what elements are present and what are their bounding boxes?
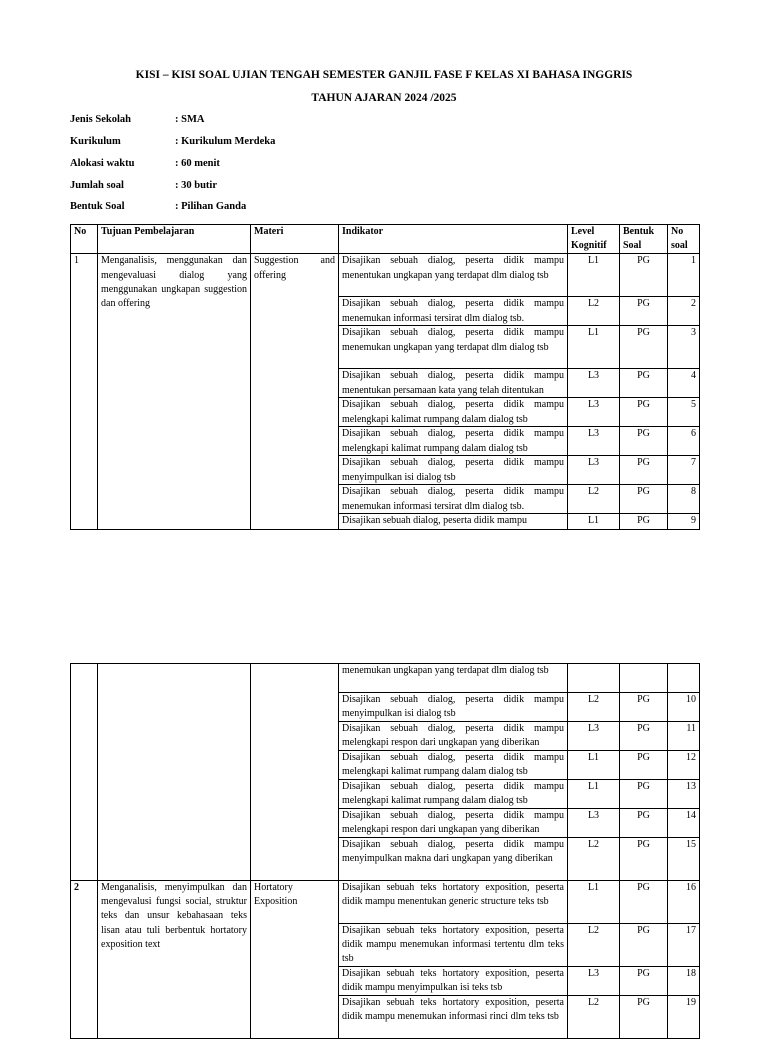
cell-bentuk: PG: [620, 456, 668, 485]
cell-level: L3: [568, 398, 620, 427]
cell-level: L2: [568, 693, 620, 722]
cell-nosoal: 9: [668, 514, 700, 529]
cell-nosoal: 8: [668, 485, 700, 514]
cell-bentuk: [620, 664, 668, 693]
cell-nosoal: 6: [668, 427, 700, 456]
cell-nosoal: 10: [668, 693, 700, 722]
cell-bentuk: PG: [620, 369, 668, 398]
cell-level: L3: [568, 967, 620, 996]
cell-indikator: [339, 693, 568, 722]
meta-key: Jumlah soal: [70, 180, 124, 191]
cell-level: L2: [568, 838, 620, 881]
cell-nosoal: 1: [668, 254, 700, 297]
indikator-text: Disajikan sebuah dialog, peserta didik mampu menemukan informasi tersirat dlm dialog tsb.: [342, 298, 564, 324]
document-title: KISI – KISI SOAL UJIAN TENGAH SEMESTER GANJIL FASE F KELAS XI BAHASA INGGRIS: [135, 69, 633, 81]
cell-indikator: [339, 398, 568, 427]
cell-level: L3: [568, 722, 620, 751]
cell-indikator: [339, 514, 568, 529]
kisi-table-part-2: [70, 663, 700, 1039]
cell-indikator: [339, 456, 568, 485]
cell-bentuk: PG: [620, 485, 668, 514]
cell-level: L2: [568, 297, 620, 326]
cell-nosoal: 3: [668, 326, 700, 369]
cell-level: L1: [568, 881, 620, 924]
meta-value: : SMA: [175, 114, 205, 125]
cell-nosoal: 19: [668, 996, 700, 1039]
meta-value: : 60 menit: [175, 158, 220, 169]
indikator-text: Disajikan sebuah dialog, peserta didik mampu melengkapi respon dari ungkapan yang diberikan: [342, 810, 564, 836]
cell-nosoal: 15: [668, 838, 700, 881]
cell-level: L2: [568, 485, 620, 514]
meta-row: [70, 114, 204, 125]
cell-indikator: [339, 809, 568, 838]
cell-bentuk: PG: [620, 297, 668, 326]
cell-bentuk: PG: [620, 838, 668, 881]
cell-level: L1: [568, 326, 620, 369]
cell-indikator: [339, 297, 568, 326]
header-no: No: [71, 225, 98, 254]
cell-indikator: [339, 427, 568, 456]
meta-key: Bentuk Soal: [70, 201, 125, 212]
cell-nosoal: 7: [668, 456, 700, 485]
cell-nosoal: 2: [668, 297, 700, 326]
document-subtitle: TAHUN AJARAN 2024 /2025: [311, 92, 457, 104]
header-level: Level Kognitif: [568, 225, 620, 254]
cell-level: L1: [568, 751, 620, 780]
meta-row: [70, 158, 220, 169]
meta-row: [70, 136, 275, 147]
cell-indikator: [339, 369, 568, 398]
table-row: [71, 881, 700, 924]
cell-indikator: [339, 485, 568, 514]
indikator-text: Disajikan sebuah dialog, peserta didik mampu menemukan ungkapan yang terdapat dlm dialog tsb: [342, 327, 564, 353]
cell-indikator: [339, 838, 568, 881]
cell-bentuk: PG: [620, 427, 668, 456]
indikator-text: menemukan ungkapan yang terdapat dlm dialog tsb: [342, 665, 549, 676]
cell-indikator: [339, 722, 568, 751]
cell-bentuk: PG: [620, 780, 668, 809]
cell-materi: Hortatory Exposition: [251, 881, 339, 1039]
indikator-text: Disajikan sebuah dialog, peserta didik mampu menemukan informasi tersirat dlm dialog tsb.: [342, 486, 564, 512]
cell-indikator: [339, 254, 568, 297]
indikator-text: Disajikan sebuah dialog, peserta didik mampu menyimpulkan isi dialog tsb: [342, 457, 564, 483]
table-header-row: [71, 225, 700, 254]
indikator-text: Disajikan sebuah dialog, peserta didik mampu menentukan ungkapan yang terdapat dlm dialog tsb: [342, 255, 564, 281]
cell-indikator: [339, 967, 568, 996]
table-row: [71, 254, 700, 297]
indikator-text: Disajikan sebuah dialog, peserta didik mampu: [342, 515, 527, 527]
indikator-text: Disajikan sebuah teks hortatory exposition, peserta didik mampu menyimpulkan isi teks tsb: [342, 968, 564, 994]
cell-tujuan: Menganalisis, menyimpulkan dan mengevalusi fungsi social, struktur teks dan unsur kebahasaan teks lisan atau tuli berbentuk hortatory exposition text: [98, 881, 251, 1039]
cell-level: [568, 664, 620, 693]
cell-bentuk: PG: [620, 809, 668, 838]
indikator-text: Disajikan sebuah teks hortatory exposition, peserta didik mampu menemukan informasi rinci dlm teks tsb: [342, 997, 564, 1023]
cell-nosoal: 16: [668, 881, 700, 924]
cell-level: L1: [568, 254, 620, 297]
meta-key: Alokasi waktu: [70, 158, 135, 169]
cell-nosoal: 13: [668, 780, 700, 809]
table-row: [71, 664, 700, 693]
meta-row: [70, 180, 217, 191]
indikator-text: Disajikan sebuah dialog, peserta didik mampu menentukan persamaan kata yang telah ditentukan: [342, 370, 564, 396]
cell-bentuk: PG: [620, 881, 668, 924]
indikator-text: Disajikan sebuah teks hortatory exposition, peserta didik mampu menentukan generic structure teks tsb: [342, 882, 564, 908]
cell-no: [71, 664, 98, 881]
cell-bentuk: PG: [620, 924, 668, 967]
cell-level: L2: [568, 996, 620, 1039]
cell-level: L3: [568, 809, 620, 838]
cell-bentuk: PG: [620, 751, 668, 780]
cell-no: 1: [71, 254, 98, 529]
cell-tujuan: [98, 664, 251, 881]
cell-nosoal: 18: [668, 967, 700, 996]
cell-nosoal: 14: [668, 809, 700, 838]
cell-nosoal: 4: [668, 369, 700, 398]
cell-indikator: [339, 326, 568, 369]
cell-indikator: [339, 780, 568, 809]
header-tujuan: Tujuan Pembelajaran: [98, 225, 251, 254]
cell-materi: Suggestion and offering: [251, 254, 339, 529]
cell-materi: [251, 664, 339, 881]
cell-indikator: [339, 996, 568, 1039]
cell-nosoal: 11: [668, 722, 700, 751]
cell-no: 2: [71, 881, 98, 1039]
header-bentuk: Bentuk Soal: [620, 225, 668, 254]
cell-level: L3: [568, 427, 620, 456]
cell-indikator: [339, 751, 568, 780]
cell-level: L3: [568, 456, 620, 485]
cell-bentuk: PG: [620, 398, 668, 427]
cell-bentuk: PG: [620, 326, 668, 369]
indikator-text: Disajikan sebuah dialog, peserta didik mampu melengkapi kalimat rumpang dalam dialog tsb: [342, 428, 564, 454]
cell-nosoal: 12: [668, 751, 700, 780]
header-indikator: Indikator: [339, 225, 568, 254]
indikator-text: Disajikan sebuah dialog, peserta didik mampu melengkapi respon dari ungkapan yang diberikan: [342, 723, 564, 749]
indikator-text: Disajikan sebuah dialog, peserta didik mampu menyimpulkan makna dari ungkapan yang diberikan: [342, 839, 564, 865]
cell-nosoal: 5: [668, 398, 700, 427]
cell-nosoal: [668, 664, 700, 693]
cell-bentuk: PG: [620, 514, 668, 529]
cell-level: L1: [568, 780, 620, 809]
meta-value: : Pilihan Ganda: [175, 201, 247, 212]
cell-bentuk: PG: [620, 996, 668, 1039]
cell-bentuk: PG: [620, 693, 668, 722]
meta-key: Jenis Sekolah: [70, 114, 131, 125]
indikator-text: Disajikan sebuah teks hortatory exposition, peserta didik mampu menemukan informasi tertentu dlm teks tsb: [342, 925, 564, 965]
cell-bentuk: PG: [620, 722, 668, 751]
cell-level: L2: [568, 924, 620, 967]
cell-indikator: [339, 881, 568, 924]
meta-value: : Kurikulum Merdeka: [175, 136, 276, 147]
cell-level: L1: [568, 514, 620, 529]
kisi-table-part-1: [70, 224, 700, 530]
header-nosoal: No soal: [668, 225, 700, 254]
cell-tujuan: Menganalisis, menggunakan dan mengevaluasi dialog yang menggunakan ungkapan suggestion dan offering: [98, 254, 251, 529]
meta-value: : 30 butir: [175, 180, 217, 191]
cell-level: L3: [568, 369, 620, 398]
indikator-text: Disajikan sebuah dialog, peserta didik mampu menyimpulkan isi dialog tsb: [342, 694, 564, 720]
cell-bentuk: PG: [620, 967, 668, 996]
cell-bentuk: PG: [620, 254, 668, 297]
cell-indikator: [339, 664, 568, 693]
meta-row: [70, 201, 246, 212]
header-materi: Materi: [251, 225, 339, 254]
indikator-text: Disajikan sebuah dialog, peserta didik mampu melengkapi kalimat rumpang dalam dialog tsb: [342, 781, 564, 807]
cell-nosoal: 17: [668, 924, 700, 967]
indikator-text: Disajikan sebuah dialog, peserta didik mampu melengkapi kalimat rumpang dalam dialog tsb: [342, 399, 564, 425]
indikator-text: Disajikan sebuah dialog, peserta didik mampu melengkapi kalimat rumpang dalam dialog tsb: [342, 752, 564, 778]
meta-key: Kurikulum: [70, 136, 121, 147]
cell-indikator: [339, 924, 568, 967]
